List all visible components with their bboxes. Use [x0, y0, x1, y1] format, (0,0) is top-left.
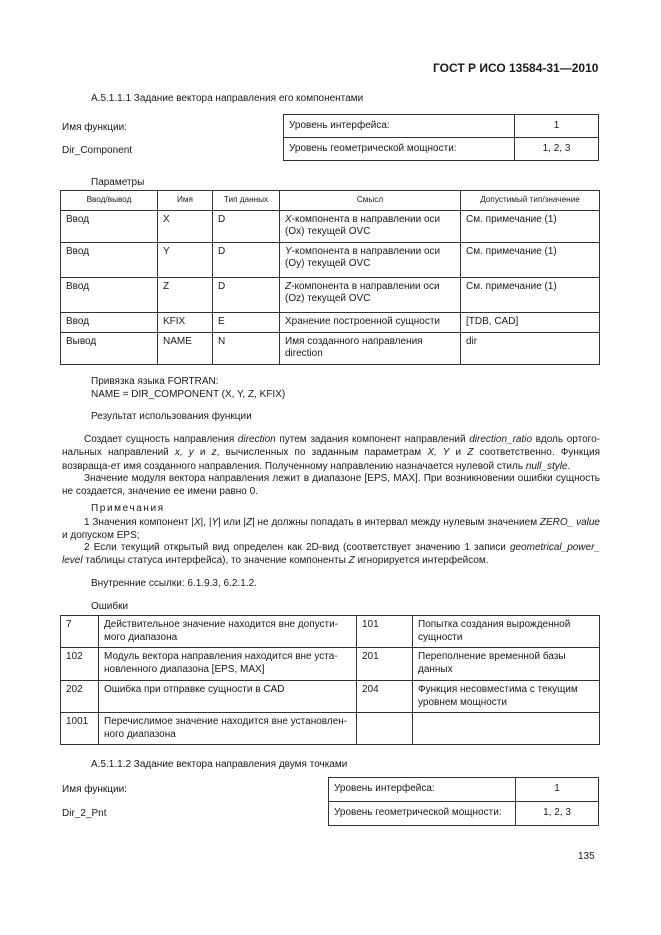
text-run: и	[193, 447, 212, 459]
text-run-em: Z	[348, 555, 355, 567]
params-header-io: Ввод/вывод	[61, 191, 158, 211]
error-code: 7	[61, 616, 99, 648]
error-message: Модуль вектора направления находится вне уста-новленного диапазона [EPS, MAX]	[99, 648, 357, 681]
text-run-em: Z	[467, 447, 474, 459]
param-meaning-text: -компонента в направлении оси (Oz) текущей OVC	[285, 280, 440, 304]
function-name: Dir_Component	[62, 145, 133, 156]
text-run-em: x, y	[174, 447, 194, 459]
errors-title: Ошибки	[91, 601, 129, 612]
table-row	[61, 332, 600, 364]
text-run-em: z	[211, 447, 217, 459]
parameters-table	[60, 190, 600, 365]
text-run: игнорируется интерфейсом.	[354, 555, 489, 567]
section-heading: А.5.1.1.2 Задание вектора направления двумя точками	[91, 759, 348, 770]
error-code: 101	[357, 616, 413, 648]
text-run: и	[449, 447, 468, 459]
text-run: .	[567, 460, 571, 472]
result-paragraph-2: Значение модуля вектора направления лежит в диапазоне [EPS, MAX]. При возникновении ошибки сущность не создается, значение ее имени равно 0.	[62, 473, 600, 498]
text-run-em: geometrical_power_ level	[62, 542, 600, 567]
text-run: Создает сущность направления	[84, 434, 238, 445]
param-io: Вывод	[61, 332, 158, 364]
error-message: Попытка создания вырожденной сущности	[413, 616, 600, 648]
error-code	[357, 713, 413, 745]
param-allowed: См. примечание (1)	[461, 242, 600, 277]
param-meaning: Имя созданного направления direction	[280, 332, 461, 364]
param-name: X	[158, 210, 213, 242]
error-message: Ошибка при отправке сущности в CAD	[99, 681, 357, 713]
param-type: D	[213, 277, 280, 312]
param-io: Ввод	[61, 210, 158, 242]
internal-references: Внутренние ссылки: 6.1.9.3, 6.2.1.2.	[91, 578, 257, 589]
table-row	[61, 210, 600, 242]
error-message: Переполнение временной базы данных	[413, 648, 600, 681]
parameters-title: Параметры	[91, 177, 145, 188]
param-io: Ввод	[61, 312, 158, 332]
text-run-em: Y	[211, 517, 219, 528]
geometric-power-value: 1, 2, 3	[515, 138, 599, 161]
section-heading: А.5.1.1.1 Задание вектора направления его компонентами	[91, 93, 364, 104]
page-number: 135	[578, 851, 595, 862]
text-run-em: direction_ratio	[469, 434, 533, 445]
text-run: |, |	[200, 517, 212, 528]
param-type: N	[213, 332, 280, 364]
text-run: , вычисленных по заданным параметрам	[216, 447, 428, 459]
interface-level-label: Уровень интерфейса:	[284, 115, 515, 138]
error-code: 201	[357, 648, 413, 681]
params-header-allowed: Допустимый тип/значение	[461, 191, 600, 211]
param-type: D	[213, 242, 280, 277]
param-allowed: См. примечание (1)	[461, 277, 600, 312]
text-run: 1 Значения компонент |	[84, 517, 194, 528]
param-meaning: Хранение построенной сущности	[280, 312, 461, 332]
error-code: 202	[61, 681, 99, 713]
table-row	[61, 648, 600, 681]
fortran-binding-title: Привязка языка FORTRAN:	[91, 376, 219, 387]
params-header-name: Имя	[158, 191, 213, 211]
param-name: KFIX	[158, 312, 213, 332]
function-name-label: Имя функции:	[62, 784, 127, 795]
function-name-label: Имя функции:	[62, 122, 127, 133]
table-row	[61, 681, 600, 713]
text-run: | или |	[218, 517, 246, 528]
param-name: Z	[158, 277, 213, 312]
text-run: соответственно. Функция возвраща-ет имя созданного направления. Полученному направлению назначается нулевой стиль	[62, 447, 600, 472]
text-run: 2 Если текущий открытый вид определен как 2D-вид (соответствует значению 1 записи	[84, 542, 510, 553]
error-code: 1001	[61, 713, 99, 745]
param-io: Ввод	[61, 277, 158, 312]
param-meaning	[280, 277, 461, 312]
geometric-power-label: Уровень геометрической мощности:	[329, 802, 516, 826]
interface-level-value: 1	[516, 778, 599, 802]
param-meaning-em: X	[285, 213, 292, 225]
text-run-em: null_style	[525, 460, 568, 472]
fortran-binding-code: NAME = DIR_COMPONENT (X, Y, Z, KFIX)	[91, 389, 286, 400]
param-meaning	[280, 210, 461, 242]
interface-level-value: 1	[515, 115, 599, 138]
table-row	[61, 616, 600, 648]
geometric-power-value: 1, 2, 3	[516, 802, 599, 826]
text-run: и допуском EPS;	[62, 530, 140, 542]
param-io: Ввод	[61, 242, 158, 277]
table-row	[61, 713, 600, 745]
error-code: 102	[61, 648, 99, 681]
errors-table	[60, 615, 600, 745]
text-run: таблицы статуса интерфейса), то значение компоненты	[82, 555, 349, 567]
param-type: D	[213, 210, 280, 242]
param-allowed: См. примечание (1)	[461, 210, 600, 242]
function-info-table	[328, 777, 599, 826]
geometric-power-label: Уровень геометрической мощности:	[284, 138, 515, 161]
error-code: 204	[357, 681, 413, 713]
table-row	[61, 312, 600, 332]
error-message: Функция несовместима с текущим уровнем мощности	[413, 681, 600, 713]
error-message: Действительное значение находится вне допусти-мого диапазона	[99, 616, 357, 648]
error-message	[413, 713, 600, 745]
param-allowed: [TDB, CAD]	[461, 312, 600, 332]
param-meaning-em: Z	[285, 280, 292, 292]
param-meaning-text: -компонента в направлении оси (Ox) текущей OVC	[285, 213, 441, 237]
notes-title: Примечания	[91, 503, 165, 514]
param-type: E	[213, 312, 280, 332]
note-2	[62, 541, 600, 568]
param-allowed: dir	[461, 332, 600, 364]
text-run: вдоль ортого-нальных направлений	[62, 434, 600, 459]
param-name: NAME	[158, 332, 213, 364]
table-row	[61, 242, 600, 277]
result-title: Результат использования функции	[91, 411, 252, 422]
document-header: ГОСТ Р ИСО 13584-31—2010	[433, 61, 599, 75]
function-info-table	[283, 114, 599, 161]
params-header-meaning: Смысл	[280, 191, 461, 211]
text-run-em: X, Y	[427, 447, 450, 459]
param-meaning-text: -компонента в направлении оси (Oy) текущей OVC	[285, 245, 441, 269]
text-run-em: ZERO_ value	[539, 517, 600, 528]
function-name: Dir_2_Pnt	[62, 808, 107, 819]
text-run: путем задания компонент направлений	[275, 434, 470, 445]
interface-level-label: Уровень интерфейса:	[329, 778, 516, 802]
table-row	[61, 277, 600, 312]
text-run: | не должны попадать в интервал между нулевым значением	[252, 517, 540, 528]
param-meaning	[280, 242, 461, 277]
error-message: Перечислимое значение находится вне установлен-ного диапазона	[99, 713, 357, 745]
params-header-type: Тип данных	[213, 191, 280, 211]
result-paragraph-1	[62, 433, 600, 473]
text-run-em: X	[193, 517, 201, 528]
text-run-em: Z	[245, 517, 253, 528]
text-run-em: direction	[237, 434, 276, 445]
param-meaning-em: Y	[285, 245, 292, 257]
note-1	[62, 516, 600, 543]
param-name: Y	[158, 242, 213, 277]
